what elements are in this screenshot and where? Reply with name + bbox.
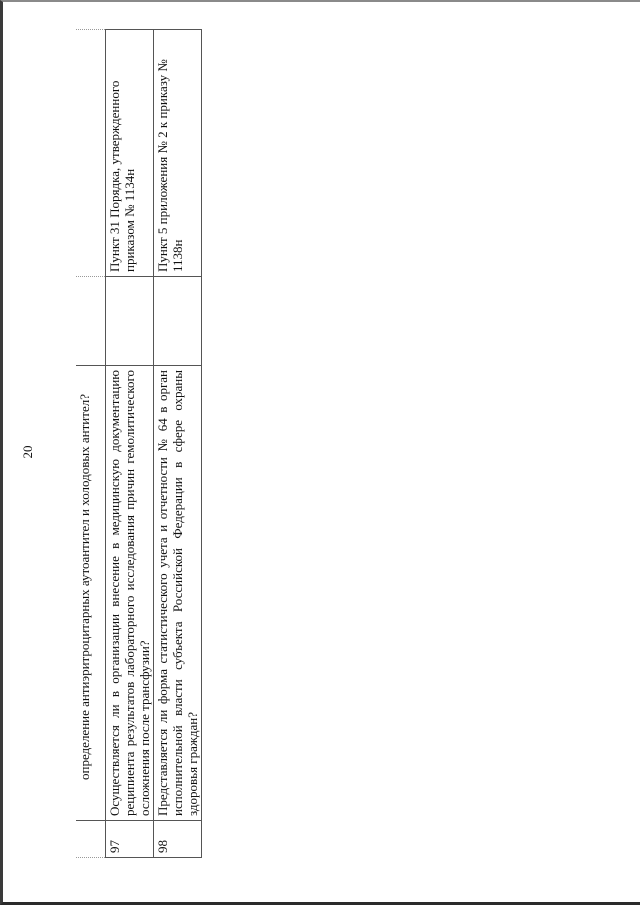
reference-cell bbox=[76, 30, 106, 277]
empty-cell bbox=[106, 277, 154, 366]
reference-cell: Пункт 5 приложения № 2 к приказу № 1138н bbox=[154, 30, 202, 277]
rotated-table-container bbox=[76, 59, 200, 858]
table-row bbox=[106, 30, 154, 858]
empty-cell bbox=[154, 277, 202, 366]
reference-cell: Пункт 31 Порядка, утвержденного приказом № 1134н bbox=[106, 30, 154, 277]
table-row bbox=[76, 30, 106, 858]
empty-cell bbox=[76, 277, 106, 366]
question-cell: Представляется ли форма статистического учета и отчетности № 64 в орган исполнительной власти субъекта Российской Федерации в сфере охраны здоровья граждан? bbox=[154, 366, 202, 821]
checklist-table bbox=[76, 29, 202, 858]
page-number: 20 bbox=[20, 445, 35, 459]
question-cell: Осуществляется ли в организации внесение в медицинскую документацию реципиента результатов лабораторного исследования причин гемолитического осложнения после трансфузии? bbox=[106, 366, 154, 821]
table-row bbox=[154, 30, 202, 858]
row-number-cell bbox=[76, 821, 106, 858]
row-number-cell: 98 bbox=[154, 821, 202, 858]
question-cell: определение антиэритроцитарных аутоантител и холодовых антител? bbox=[76, 366, 106, 821]
row-number-cell: 97 bbox=[106, 821, 154, 858]
